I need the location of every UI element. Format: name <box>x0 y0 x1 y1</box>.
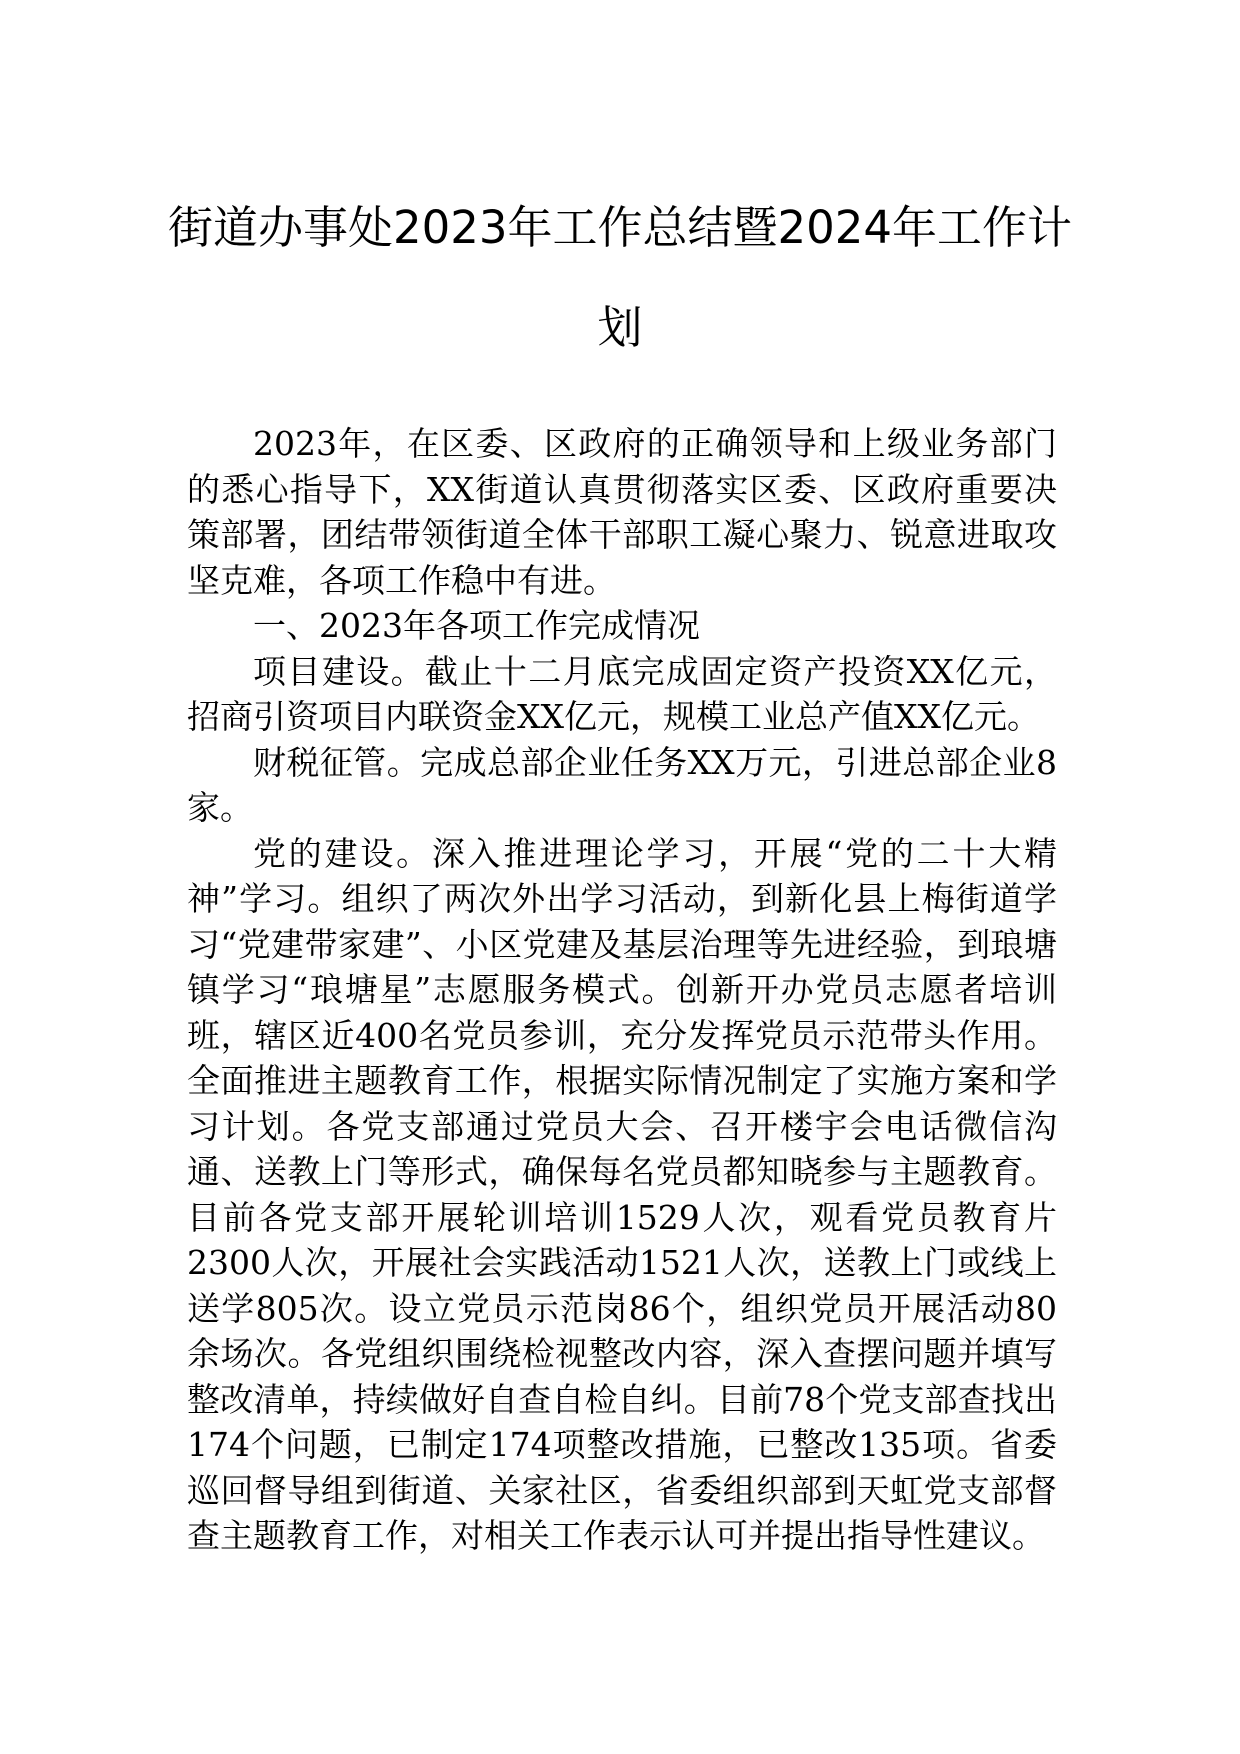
paragraph-party-building: 党的建设。深入推进理论学习，开展“党的二十大精神”学习。组织了两次外出学习活动，到新化县上梅街道学习“党建带家建”、小区党建及基层治理等先进经验，到琅塘镇学习“琅塘星”志愿服务模式。创新开办党员志愿者培训班，辖区近400名党员参训，充分发挥党员示范带头作用。全面推进主题教育工作，根据实际情况制定了实施方案和学习计划。各党支部通过党员大会、召开楼宇会电话微信沟通、送教上门等形式，确保每名党员都知晓参与主题教育。目前各党支部开展轮训培训1529人次，观看党员教育片2300人次，开展社会实践活动1521人次，送教上门或线上送学805次。设立党员示范岗86个，组织党员开展活动80余场次。各党组织围绕检视整改内容，深入查摆问题并填写整改清单，持续做好自查自检自纠。目前78个党支部查找出174个问题，已制定174项整改措施，已整改135项。省委巡回督导组到街道、关家社区，省委组织部到天虹党支部督查主题教育工作，对相关工作表示认可并提出指导性建议。 <box>187 833 1057 1555</box>
section-heading: 一、2023年各项工作完成情况 <box>253 606 700 645</box>
paragraph-project-construction: 项目建设。截止十二月底完成固定资产投资XX亿元，招商引资项目内联资金XX亿元，规模工业总产值XX亿元。 <box>187 651 1057 736</box>
paragraph-tax-management: 财税征管。完成总部企业任务XX万元，引进总部企业8家。 <box>187 742 1057 827</box>
document-title: 街道办事处2023年工作总结暨2024年工作计划 <box>167 201 1073 354</box>
document-body <box>187 421 1057 1559</box>
paragraph-intro: 2023年，在区委、区政府的正确领导和上级业务部门的悉心指导下，XX街道认真贯彻落实区委、区政府重要决策部署，团结带领街道全体干部职工凝心聚力、锐意进取攻坚克难，各项工作稳中有进。 <box>187 424 1057 600</box>
